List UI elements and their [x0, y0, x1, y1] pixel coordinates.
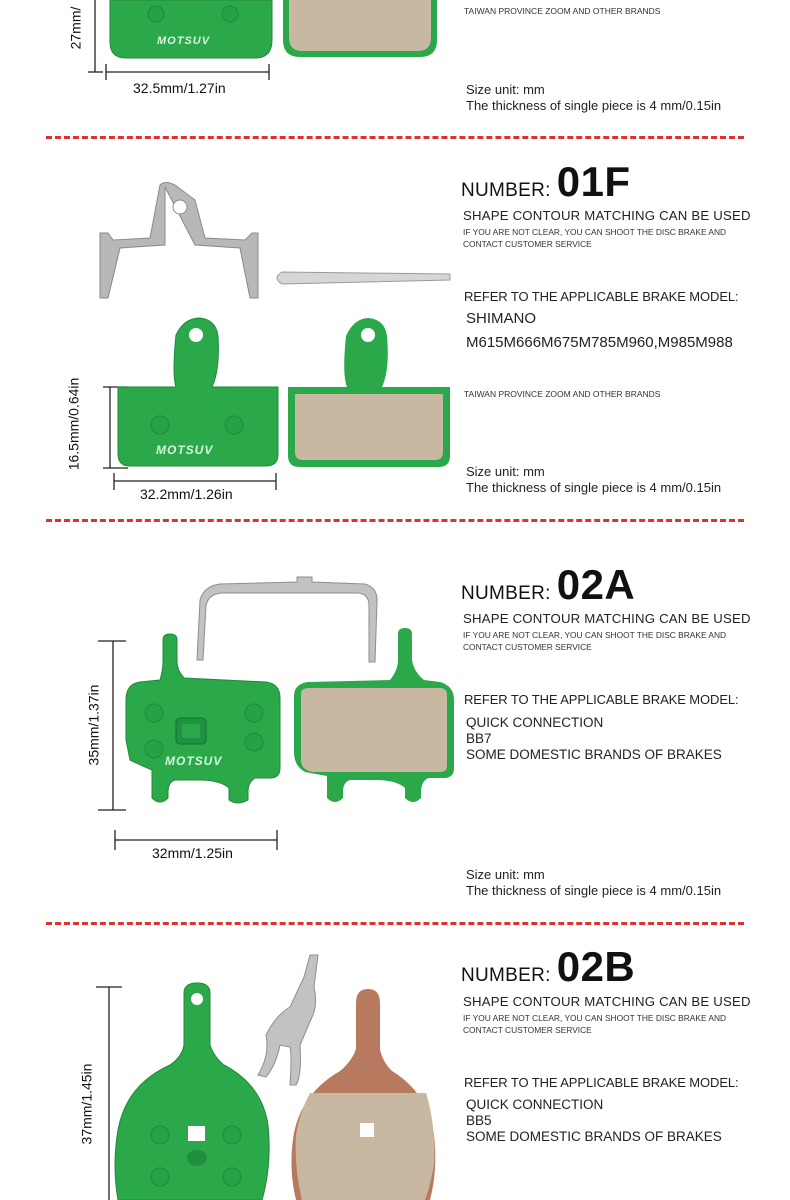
section-divider: [46, 136, 744, 139]
02b-model-line-1: QUICK CONNECTION: [466, 1097, 604, 1112]
top-thickness: The thickness of single piece is 4 mm/0.15in: [466, 98, 722, 113]
02b-model-line-2: BB5: [466, 1113, 492, 1128]
02a-number-heading: [461, 561, 635, 609]
01f-number-heading: [461, 158, 631, 206]
top-taiwan-note: TAIWAN PROVINCE ZOOM AND OTHER BRANDS: [464, 6, 661, 16]
01f-brand-logo: MOTSUV: [156, 443, 214, 457]
01f-number-label: NUMBER:: [461, 180, 551, 201]
01f-height-dim: 16.5mm/0.64in: [65, 377, 82, 471]
02a-height-dim: 35mm/1.37in: [85, 684, 102, 766]
01f-size-unit: Size unit: mm: [466, 464, 545, 479]
02b-shape-heading: SHAPE CONTOUR MATCHING CAN BE USED: [463, 994, 751, 1009]
02a-model-line-1: QUICK CONNECTION: [466, 715, 604, 730]
02a-size-unit: Size unit: mm: [466, 867, 545, 882]
02a-width-dim: 32mm/1.25in: [152, 845, 233, 861]
02b-number-heading: [461, 943, 635, 991]
01f-width-dim: 32.2mm/1.26in: [140, 486, 233, 502]
02b-pad-images: [0, 925, 460, 1200]
01f-models: SHIMANO M615M666M675M785M960,M985M988: [466, 310, 733, 351]
02b-number-label: NUMBER:: [461, 965, 551, 986]
top-height-dim: 27mm/: [67, 6, 84, 50]
02a-number-label: NUMBER:: [461, 583, 551, 604]
02a-thickness: The thickness of single piece is 4 mm/0.15in: [466, 883, 722, 898]
02b-shape-note: IF YOU ARE NOT CLEAR, YOU CAN SHOOT THE DISC BRAKE AND CONTACT CUSTOMER SERVICE: [463, 1013, 727, 1035]
top-size-unit: Size unit: mm: [466, 82, 545, 97]
02b-number-code: 02B: [556, 943, 636, 990]
01f-thickness: The thickness of single piece is 4 mm/0.15in: [466, 480, 722, 495]
02b-refer-heading: REFER TO THE APPLICABLE BRAKE MODEL:: [464, 1075, 739, 1090]
01f-shape-heading: SHAPE CONTOUR MATCHING CAN BE USED: [463, 208, 751, 223]
02a-refer-heading: REFER TO THE APPLICABLE BRAKE MODEL:: [464, 692, 739, 707]
top-width-dim: 32.5mm/1.27in: [133, 80, 226, 96]
02a-number-code: 02A: [556, 561, 636, 608]
top-brand-logo: MOTSUV: [157, 35, 211, 47]
02a-shape-heading: SHAPE CONTOUR MATCHING CAN BE USED: [463, 611, 751, 626]
01f-taiwan-note: TAIWAN PROVINCE ZOOM AND OTHER BRANDS: [464, 389, 661, 399]
02a-brand-logo: MOTSUV: [165, 754, 223, 768]
01f-shape-note: IF YOU ARE NOT CLEAR, YOU CAN SHOOT THE DISC BRAKE AND CONTACT CUSTOMER SERVICE: [463, 227, 727, 249]
02b-model-line-3: SOME DOMESTIC BRANDS OF BRAKES: [466, 1129, 722, 1144]
01f-refer-heading: REFER TO THE APPLICABLE BRAKE MODEL:: [464, 289, 739, 304]
02a-model-line-3: SOME DOMESTIC BRANDS OF BRAKES: [466, 747, 722, 762]
02a-model-line-2: BB7: [466, 731, 492, 746]
02a-shape-note: IF YOU ARE NOT CLEAR, YOU CAN SHOOT THE DISC BRAKE AND CONTACT CUSTOMER SERVICE: [463, 630, 727, 652]
02b-height-dim: 37mm/1.45in: [78, 1063, 95, 1145]
01f-number-code: 01F: [556, 158, 631, 205]
